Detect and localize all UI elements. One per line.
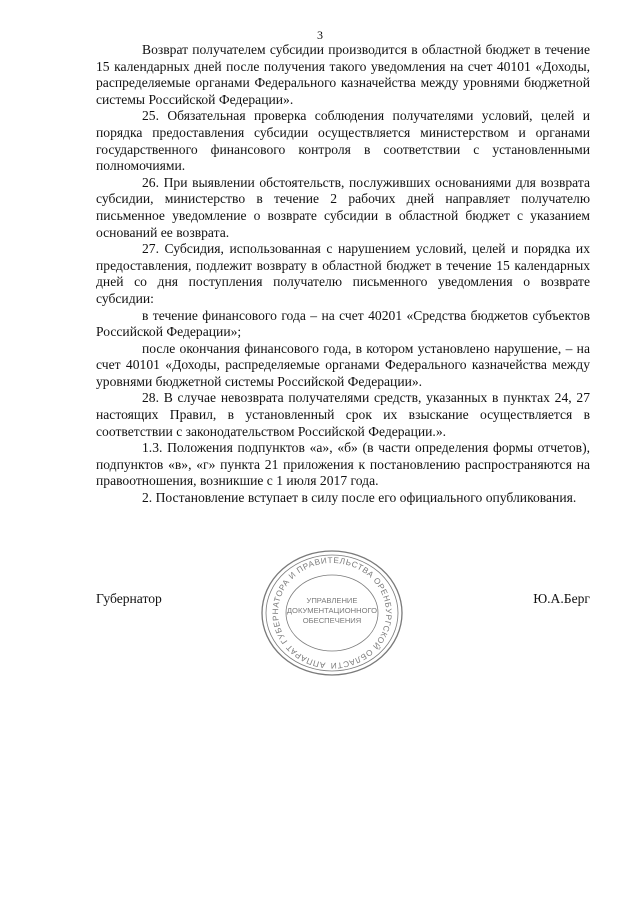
paragraph-26-notification: 26. При выявлении обстоятельств, послуживших основаниями для возврата субсидии, министерство в течение 2 рабочих дней направляет получателю письменное уведомление о возврате субсидии в областной бюджет с указанием оснований ее возврата. xyxy=(96,174,590,240)
svg-text:ОБЕСПЕЧЕНИЯ: ОБЕСПЕЧЕНИЯ xyxy=(302,616,362,625)
svg-text:УПРАВЛЕНИЕ: УПРАВЛЕНИЕ xyxy=(306,596,358,605)
paragraph-25-compliance-check: 25. Обязательная проверка соблюдения получателями условий, целей и порядка предоставления субсидии осуществляется министерством и органами государственного финансового контроля в соответствии с установленными полномочиями. xyxy=(96,108,590,174)
paragraph-27-refund: 27. Субсидия, использованная с нарушением условий, целей и порядка их предоставления, подлежит возврату в областной бюджет в течение 15 календарных дней со дня поступления получателю письменного уведомления о возврате субсидии: xyxy=(96,241,590,306)
paragraph-1-3-effective: 1.3. Положения подпунктов «а», «б» (в части определения формы отчетов), подпунктов «в», «г» пункта 21 приложения к постановлению распространяются на правоотношения, возникшие с 1 июля 2017 года. xyxy=(96,440,590,489)
seal-outer-text: АППАРАТ ГУБЕРНАТОРА И ПРАВИТЕЛЬСТВА ОРЕНБУРГСКОЙ ОБЛАСТИ xyxy=(270,555,394,671)
signatory-position: Губернатор xyxy=(96,591,162,606)
official-seal-stamp xyxy=(257,549,407,679)
paragraph-27-after-year: после окончания финансового года, в котором установлено нарушение, – на счет 40101 «Доходы, распределяемые органами Федерального казначейства между уровнями бюджетной системы Российской Федерации». xyxy=(96,340,590,389)
paragraph-27-current-year: в течение финансового года – на счет 40201 «Средства бюджетов субъектов Российской Федерации»; xyxy=(96,307,590,340)
signatory-name: Ю.А.Берг xyxy=(533,591,590,606)
paragraph-refund-account: Возврат получателем субсидии производится в областной бюджет в течение 15 календарных дней после получения такого уведомления на счет 40101 «Доходы, распределяемые органами Федерального казначейства между уровнями бюджетной системы Российской Федерации». xyxy=(96,42,590,107)
document-body xyxy=(96,42,590,507)
page-number: 3 xyxy=(317,28,323,42)
svg-text:ДОКУМЕНТАЦИОННОГО: ДОКУМЕНТАЦИОННОГО xyxy=(286,606,378,615)
paragraph-2-entry-into-force: 2. Постановление вступает в силу после его официального опубликования. xyxy=(142,490,577,506)
paragraph-28-enforcement: 28. В случае невозврата получателями средств, указанных в пунктах 24, 27 настоящих Правил, в установленный срок их взыскание осуществляется в соответствии с законодательством Российской Федерации.». xyxy=(96,390,590,439)
